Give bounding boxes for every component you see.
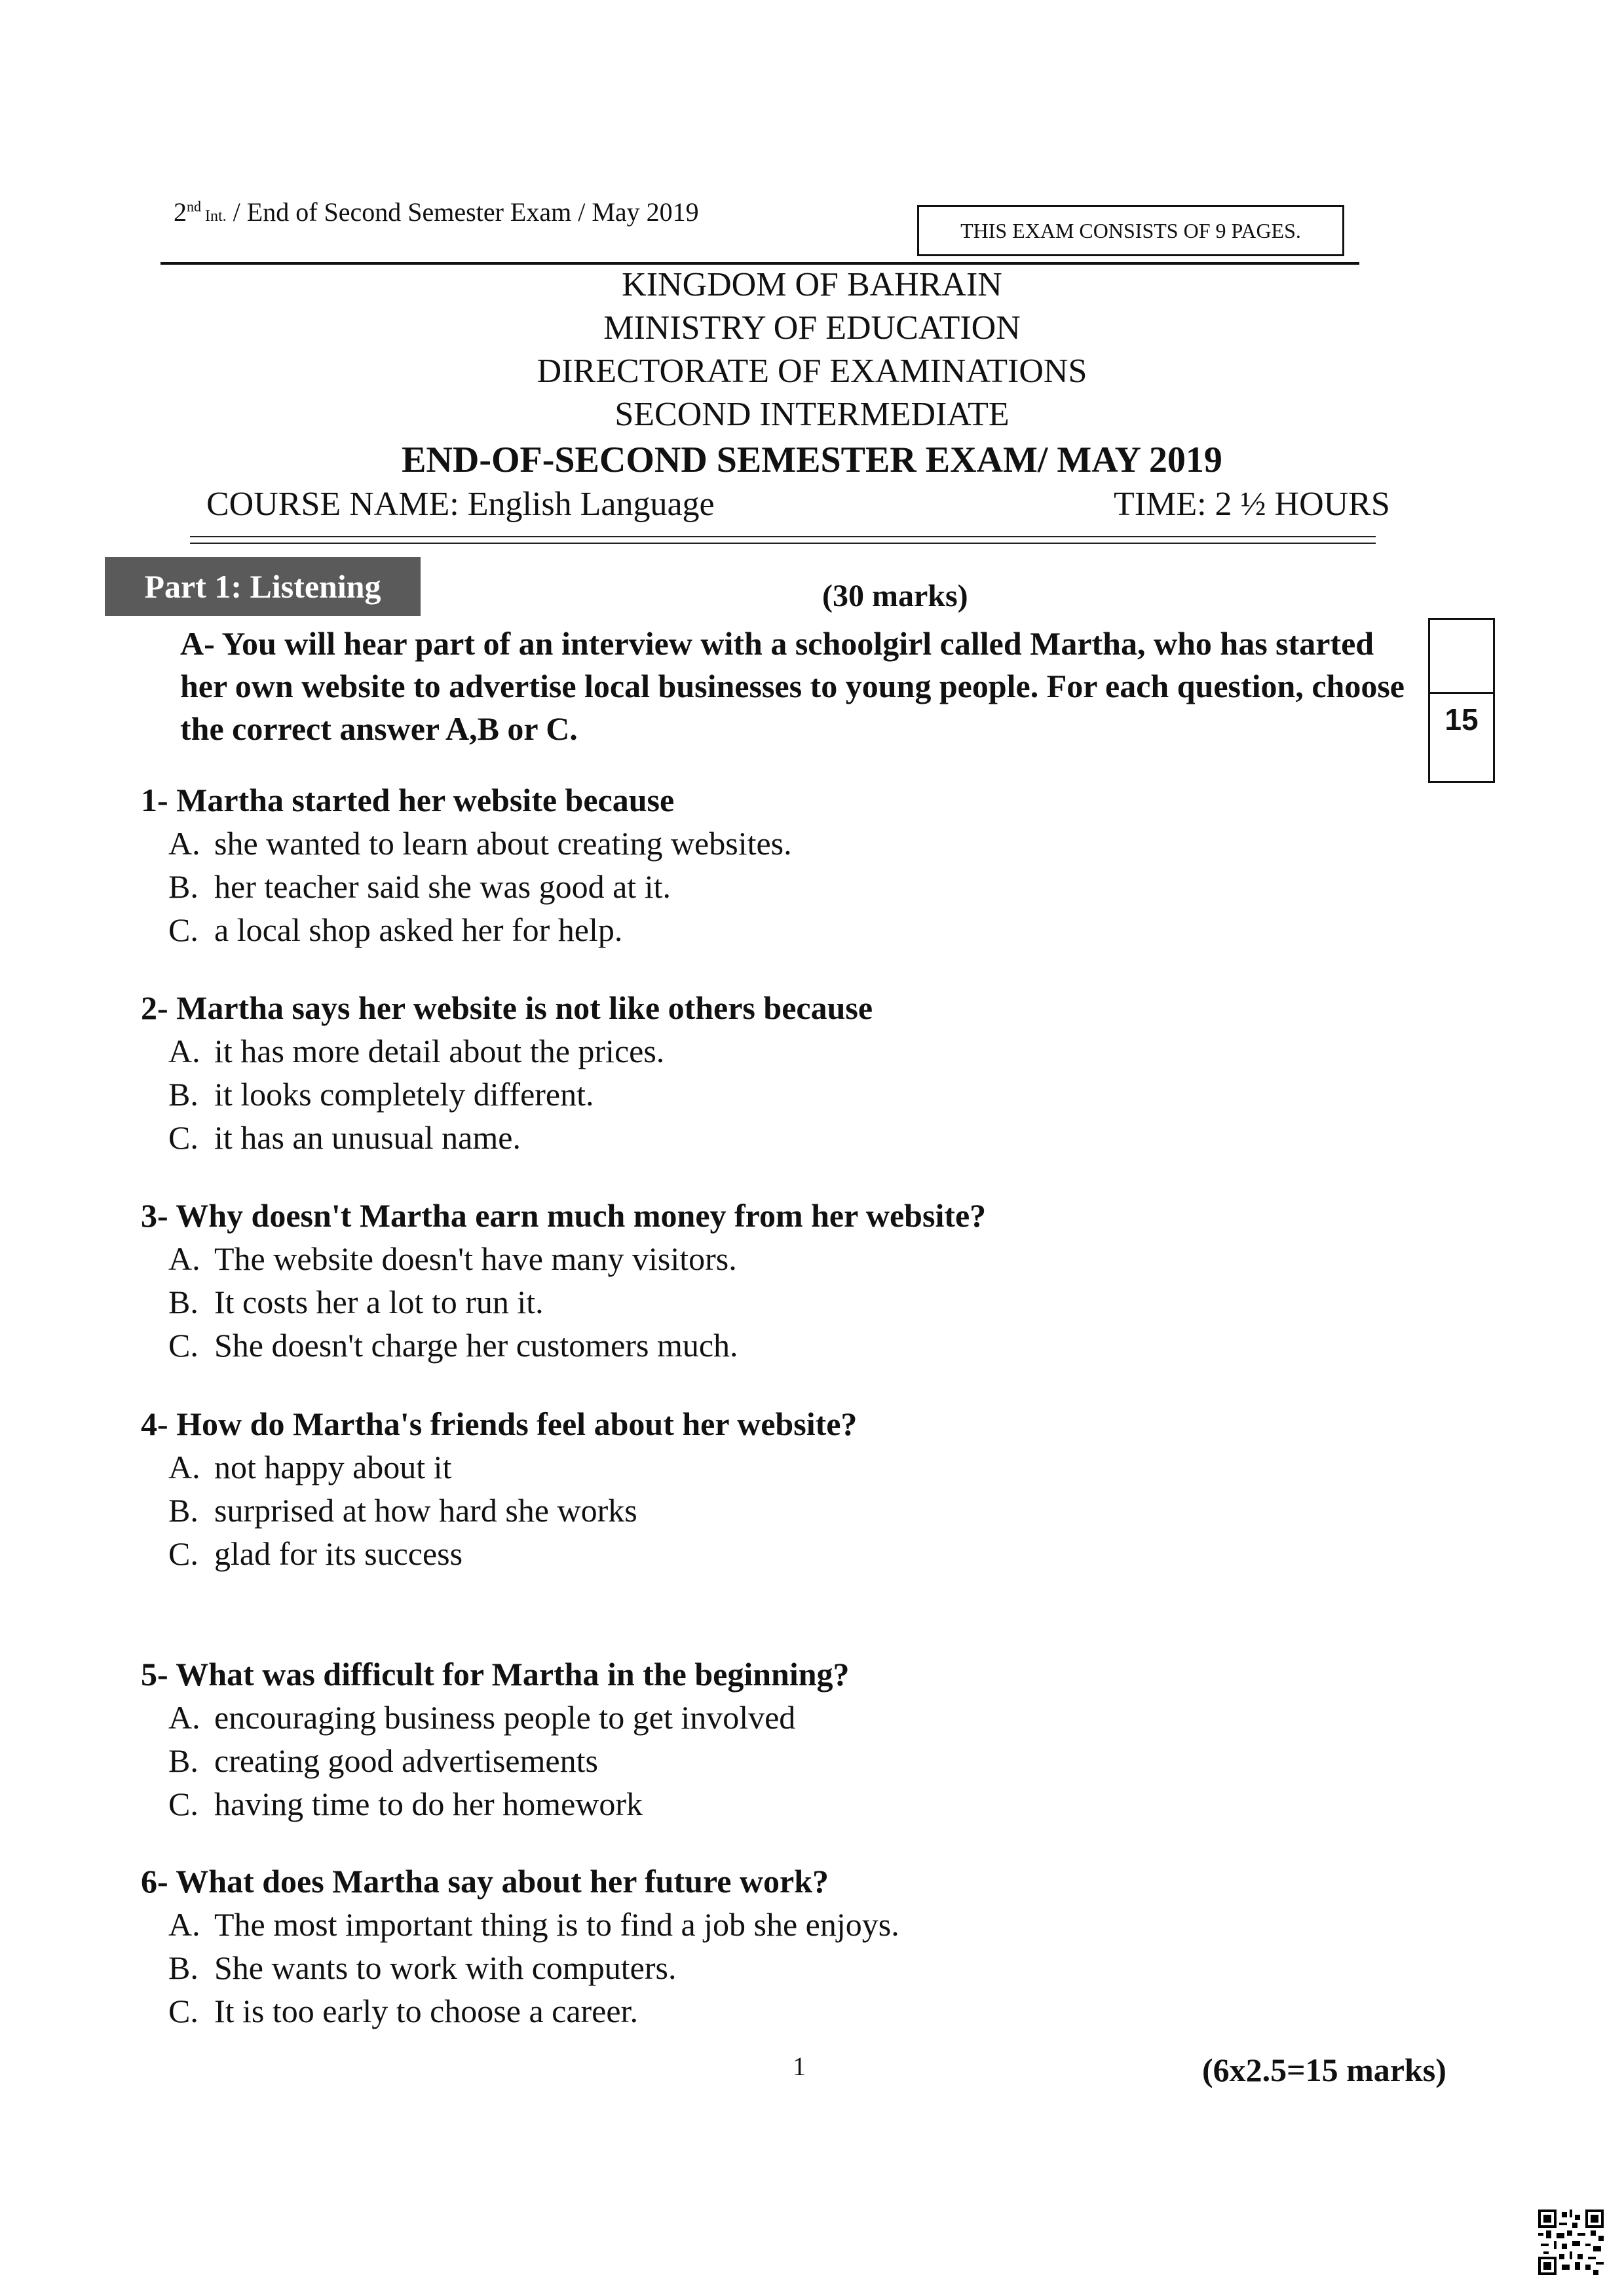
title-directorate: DIRECTORATE OF EXAMINATIONS [537, 353, 1087, 390]
option-text: it has an unusual name. [214, 1119, 521, 1156]
option-b [141, 1073, 1386, 1116]
option-letter: C. [168, 1327, 198, 1364]
grade-abbr: Int. [201, 208, 227, 225]
grade-number: 2 [174, 197, 187, 227]
option-letter: B. [168, 1742, 198, 1779]
qr-code-icon [1538, 2210, 1604, 2275]
score-box-divider [1430, 692, 1493, 694]
option-text: her teacher said she was good at it. [214, 868, 671, 905]
question-4 [141, 1402, 1386, 1575]
option-letter: B. [168, 1492, 198, 1529]
option-c [141, 1324, 1386, 1367]
option-text: The website doesn't have many visitors. [214, 1240, 737, 1277]
header-rule [161, 262, 1359, 265]
option-b [141, 1946, 1386, 1989]
option-c [141, 1116, 1386, 1159]
double-rule-top [190, 536, 1376, 537]
score-box-value: 15 [1445, 702, 1479, 737]
double-rule-bottom [190, 543, 1376, 544]
option-letter: B. [168, 1076, 198, 1113]
score-box [1428, 618, 1495, 783]
option-b [141, 1280, 1386, 1324]
question-stem: 1- Martha started her website because [141, 782, 675, 818]
part-marks: (30 marks) [822, 579, 968, 613]
option-a [141, 822, 1386, 865]
option-text: She wants to work with computers. [214, 1949, 677, 1986]
option-letter: A. [168, 1033, 200, 1069]
option-letter: B. [168, 1284, 198, 1320]
title-kingdom: KINGDOM OF BAHRAIN [622, 266, 1002, 303]
title-level: SECOND INTERMEDIATE [614, 396, 1010, 433]
question-stem: 3- Why doesn't Martha earn much money from her website? [141, 1197, 987, 1234]
option-text: a local shop asked her for help. [214, 911, 623, 948]
part-label: Part 1: Listening [105, 557, 421, 616]
option-a [141, 1903, 1386, 1946]
option-c [141, 908, 1386, 951]
question-5 [141, 1653, 1386, 1826]
question-stem: 4- How do Martha's friends feel about her website? [141, 1406, 858, 1442]
option-text: She doesn't charge her customers much. [214, 1327, 738, 1364]
option-text: creating good advertisements [214, 1742, 598, 1779]
option-letter: B. [168, 868, 198, 905]
option-letter: A. [168, 1240, 200, 1277]
option-text: she wanted to learn about creating websites. [214, 825, 792, 862]
option-a [141, 1237, 1386, 1280]
option-c [141, 1532, 1386, 1575]
option-b [141, 1489, 1386, 1532]
option-letter: B. [168, 1949, 198, 1986]
option-a [141, 1029, 1386, 1073]
option-text: having time to do her homework [214, 1786, 643, 1822]
option-text: It is too early to choose a career. [214, 1993, 638, 2029]
option-text: it has more detail about the prices. [214, 1033, 665, 1069]
option-text: encouraging business people to get involved [214, 1699, 796, 1736]
section-instructions: A- You will hear part of an interview with a schoolgirl called Martha, who has started her own website to advertise local businesses to young people. For each question, choose the correct answer A,B or C. [180, 625, 1405, 747]
option-text: it looks completely different. [214, 1076, 594, 1113]
exam-line: / End of Second Semester Exam / May 2019 [226, 197, 699, 227]
option-letter: C. [168, 1993, 198, 2029]
option-text: not happy about it [214, 1449, 452, 1485]
option-c [141, 1782, 1386, 1826]
option-text: It costs her a lot to run it. [214, 1284, 544, 1320]
option-letter: A. [168, 1906, 200, 1943]
option-a [141, 1696, 1386, 1739]
title-ministry: MINISTRY OF EDUCATION [603, 309, 1021, 347]
option-a [141, 1445, 1386, 1489]
option-letter: C. [168, 1786, 198, 1822]
option-c [141, 1989, 1386, 2033]
option-letter: C. [168, 1119, 198, 1156]
question-2 [141, 986, 1386, 1159]
page-number: 1 [793, 2052, 806, 2081]
course-name: COURSE NAME: English Language [206, 486, 715, 523]
question-3 [141, 1194, 1386, 1367]
option-letter: A. [168, 825, 200, 862]
question-6 [141, 1860, 1386, 2033]
question-stem: 2- Martha says her website is not like others because [141, 989, 873, 1026]
question-stem: 5- What was difficult for Martha in the beginning? [141, 1656, 850, 1693]
pages-note-box: THIS EXAM CONSISTS OF 9 PAGES. [917, 205, 1344, 256]
question-stem: 6- What does Martha say about her future work? [141, 1863, 829, 1900]
option-letter: C. [168, 1535, 198, 1572]
option-b [141, 865, 1386, 908]
grade-suffix: nd [187, 198, 201, 215]
option-letter: C. [168, 911, 198, 948]
option-text: glad for its success [214, 1535, 463, 1572]
exam-time: TIME: 2 ½ HOURS [1114, 486, 1390, 523]
total-marks: (6x2.5=15 marks) [1202, 2052, 1446, 2088]
option-text: surprised at how hard she works [214, 1492, 637, 1529]
option-b [141, 1739, 1386, 1782]
page-title: END-OF-SECOND SEMESTER EXAM/ MAY 2019 [402, 440, 1222, 480]
option-text: The most important thing is to find a job she enjoys. [214, 1906, 899, 1943]
option-letter: A. [168, 1699, 200, 1736]
question-1 [141, 778, 1386, 951]
exam-header-line [174, 197, 699, 227]
option-letter: A. [168, 1449, 200, 1485]
